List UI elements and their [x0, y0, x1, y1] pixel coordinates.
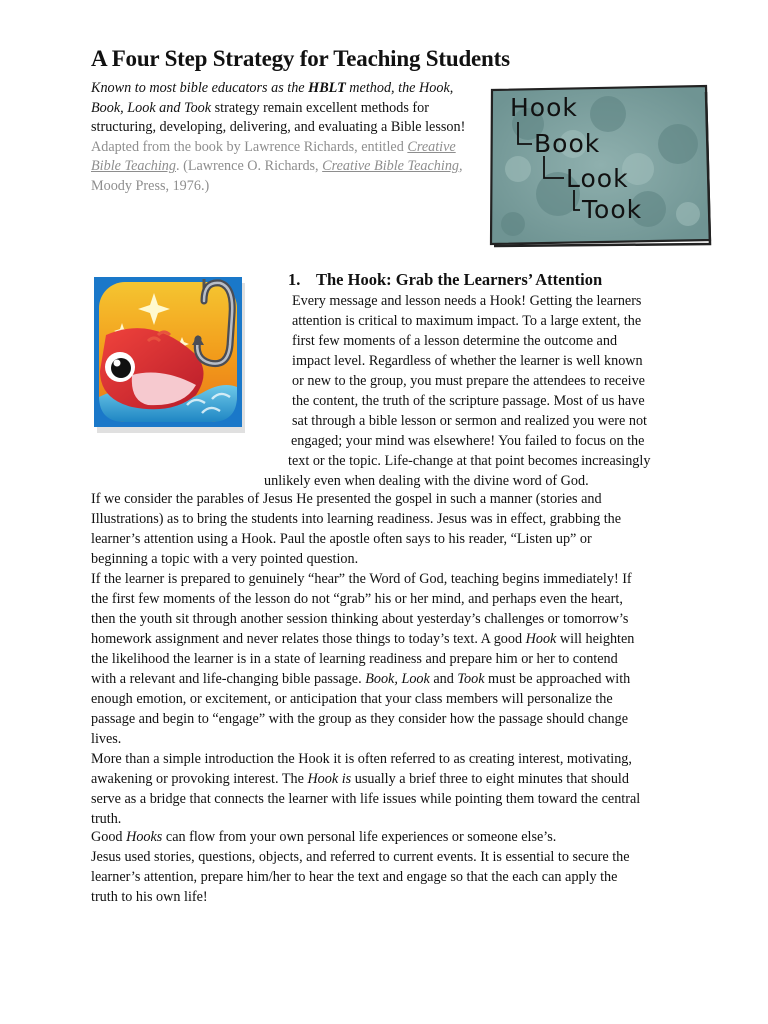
body-text-line — [292, 292, 641, 312]
body-text-line — [288, 452, 650, 472]
line-text: Good — [91, 829, 127, 845]
line-text: Illustrations) as to bring the students into learning readiness. Jesus was in effect, grabbing the — [91, 511, 622, 527]
emphasis-term: Book, Look — [365, 671, 430, 687]
body-text-line — [292, 392, 645, 412]
line-text: or new to the group, you must prepare the attendees to receive — [292, 373, 645, 389]
body-text-line — [91, 630, 634, 650]
intro-steps: Hook, Book, Look and Took — [91, 80, 454, 116]
line-text: engaged; your mind was elsewhere! You failed to focus on the — [291, 433, 645, 449]
line-text: If the learner is prepared to genuinely “hear” the Word of God, teaching begins immediately! If — [91, 571, 632, 587]
section-heading-hook — [288, 270, 602, 290]
body-text-line — [91, 570, 632, 590]
line-text: homework assignment and never relates those things to today’s text. A good — [91, 631, 526, 647]
line-text: Jesus used stories, questions, objects, and referred to current events. It is essential to secure the — [91, 849, 630, 865]
intro-lead: Known to most bible educators as the — [91, 80, 309, 96]
intro-paragraph — [91, 79, 486, 197]
body-text-line — [292, 332, 617, 352]
emphasis-term: Hook — [525, 631, 557, 647]
body-text-line — [91, 868, 617, 888]
body-text-line — [91, 550, 358, 570]
citation-book-link-2[interactable]: Creative Bible Teaching — [322, 158, 460, 175]
line-text: impact level. Regardless of whether the learner is well known — [292, 353, 643, 369]
body-text-line — [91, 610, 628, 630]
body-text-line — [91, 790, 640, 810]
body-text-line — [91, 770, 629, 790]
line-text: unlikely even when dealing with the divine word of God. — [264, 473, 589, 489]
line-text: If we consider the parables of Jesus He presented the gospel in such a manner (stories and — [91, 491, 602, 507]
line-text: learner’s attention, prepare him/her to hear the text and engage so that the each can apply the — [91, 869, 618, 885]
line-text: can flow from your own personal life experiences or someone else’s. — [162, 829, 557, 845]
line-text: the likelihood the learner is in a state of learning readiness and prepare him or her to contend — [91, 651, 618, 667]
section-number: 1. — [288, 270, 301, 289]
emphasis-term: Hook is — [307, 771, 352, 787]
body-text-line — [91, 670, 630, 690]
page-title: A Four Step Strategy for Teaching Students — [91, 46, 510, 71]
section-heading-text: The Hook: Grab the Learners’ Attention — [316, 270, 603, 289]
line-text: truth to his own life! — [91, 889, 208, 905]
line-text: first few moments of a lesson determine the outcome and — [292, 333, 618, 349]
sketch-word-took: Took — [582, 195, 643, 224]
body-text-line — [291, 432, 644, 452]
line-text: with a relevant and life-changing bible passage. — [91, 671, 366, 687]
line-text: awakening or provoking interest. The — [91, 771, 308, 787]
body-text-line — [292, 412, 647, 432]
body-text-line — [264, 472, 589, 492]
body-text-line — [91, 510, 621, 530]
line-text: Every message and lesson needs a Hook! Getting the learners — [292, 293, 642, 309]
body-text-line — [91, 888, 208, 908]
hook-book-look-took-sketch — [488, 84, 714, 248]
intro-rest: for structuring, developing, delivering, and evaluating a Bible lesson! — [91, 99, 466, 136]
line-text: More than a simple introduction the Hook it is often referred to as creating interest, motivating, — [91, 751, 632, 767]
intro-steps-rest: strategy remain excellent methods — [211, 99, 409, 116]
line-text: must be approached with — [484, 671, 631, 687]
body-text-line — [91, 828, 556, 848]
source-citation — [91, 138, 486, 197]
hblt-term: HBLT — [308, 80, 346, 96]
sketch-word-hook: Hook — [510, 93, 578, 122]
body-text-line — [91, 750, 632, 770]
line-text: serve as a bridge that connects the learner with life issues while pointing them toward the central — [91, 791, 641, 807]
emphasis-term: Hooks — [126, 829, 163, 845]
intro-text — [91, 79, 486, 138]
emphasis-term: Took — [457, 671, 485, 687]
citation-mid: . (Lawrence O. Richards, — [176, 158, 323, 175]
line-text: the first few moments of the lesson do not “grab” his or her mind, and perhaps even the heart, — [91, 591, 623, 607]
line-text: learner’s attention using a Hook. Paul the apostle often says to his reader, “Listen up” or — [91, 531, 592, 547]
body-text-line — [292, 312, 641, 332]
sketch-word-look: Look — [566, 164, 629, 193]
line-text: beginning a topic with a very pointed question. — [91, 551, 359, 567]
line-text: then the youth sit through another session thinking about yesterday’s challenges or tomorrow’s — [91, 611, 629, 627]
line-text: sat through a bible lesson or sermon and realized you were not — [292, 413, 647, 429]
body-text-line — [91, 650, 618, 670]
body-text-line — [91, 690, 613, 710]
line-text: passage and begin to “engage” with the group as they consider how the passage should change — [91, 711, 628, 727]
body-text-line — [91, 730, 121, 750]
sketch-word-book: Book — [534, 129, 601, 158]
line-text: enough emotion, or excitement, or anticipation that your class members will personalize the — [91, 691, 613, 707]
citation-book-link[interactable]: Creative Bible Teaching — [91, 138, 456, 175]
line-text: truth. — [91, 811, 122, 827]
body-text-line — [91, 590, 623, 610]
body-text-line — [91, 810, 121, 830]
citation-end: , Moody Press, 1976.) — [91, 158, 463, 194]
line-text: the content, the truth of the scripture passage. Most of us have — [292, 393, 645, 409]
body-text-line — [91, 848, 630, 868]
body-text-line — [292, 352, 643, 372]
intro-lead-end: method, the — [345, 80, 416, 96]
line-text: lives. — [91, 731, 122, 747]
line-text: text or the topic. Life-change at that point becomes increasingly — [288, 453, 651, 469]
body-text-line — [292, 372, 645, 392]
line-text: usually a brief three to eight minutes that should — [351, 771, 629, 787]
citation-prefix: Adapted from the book by Lawrence Richards, entitled — [91, 138, 408, 155]
body-text-line — [91, 710, 628, 730]
line-text: and — [429, 671, 458, 687]
body-text-line — [91, 530, 592, 550]
line-text: will heighten — [556, 631, 635, 647]
line-text: attention is critical to maximum impact. To a large extent, the — [292, 313, 642, 329]
body-text-line — [91, 490, 602, 510]
fishing-hook-app-icon — [92, 275, 250, 439]
